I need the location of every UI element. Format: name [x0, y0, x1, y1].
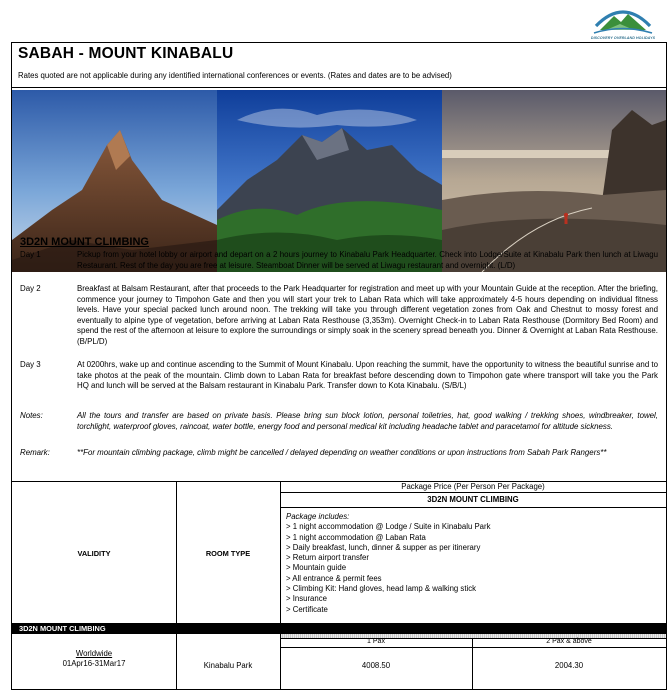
- section-bar: [12, 623, 666, 634]
- page-title: SABAH - MOUNT KINABALU: [18, 45, 234, 62]
- mountain-arc-logo-icon: [590, 4, 656, 36]
- day-description: Breakfast at Balsam Restaurant, after that proceeds to the Park Headquarter for registration and meet up with your Mountain Guide at the reception. After the briefing, commence your journey to Timpohon Gate and then you will start your trek to Laban Rata which will take approximately 4-5 hours depending on individual fitness levels. Have your special packed lunch around noon. The trekking will take you through different vegetation zones from Oak and Chestnut to mossy forest and eventually to alpine type of vegetation, before arriving at Laban Rata Resthouse (3,353m). Overnight Check-in to Laban Rata Resthouse (Dormitory Bed Room) and spend the rest of the afternoon at leisure to explore the surroundings or simply soak in the scenery spread beneath you. Dinner & Overnight at Laban Rata Resthouse. (B/PL/D): [77, 284, 658, 346]
- price-table: [12, 481, 666, 690]
- itinerary-title: 3D2N MOUNT CLIMBING: [20, 236, 149, 248]
- include-item: > Mountain guide: [286, 563, 347, 573]
- notes-text: All the tours and transfer are based on private basis. Please bring sun block lotion, personal toiletries, hat, good walking / trekking shoes, windbreaker, towel, torchlight, waterproof gloves, raincoat, water bottle, energy food and personal medical kit including headache tablet and paracetamol for altitude sickness.: [77, 411, 658, 431]
- include-item: > Climbing Kit: Hand gloves, head lamp & walking stick: [286, 584, 477, 594]
- validity-region: Worldwide: [75, 649, 113, 658]
- day-description: At 0200hrs, wake up and continue ascending to the Summit of Mount Kinabalu. Upon reaching the summit, have the opportunity to witness the beautiful sunrise and to take photos at the peak of the mountain. Climb down to Laban Rata for breakfast before descending down to Timpohon gate where transport will take you the Park HQ and lunch will be served at the Balsam restaurant in Kinabalu Park. Transfer down to Kota Kinabalu. (S/B/L): [77, 360, 658, 391]
- room-type-value: Kinabalu Park: [203, 661, 253, 670]
- price-1pax: 4008.50: [361, 661, 391, 670]
- col-2pax-header: 2 Pax & above: [546, 638, 592, 645]
- company-logo: [578, 4, 668, 44]
- include-item: > Certificate: [286, 604, 328, 614]
- include-item: > Return airport transfer: [286, 553, 369, 563]
- include-item: > Daily breakfast, lunch, dinner & supper as per itinerary: [286, 542, 481, 552]
- validity-header: VALIDITY: [77, 549, 111, 558]
- room-type-header: ROOM TYPE: [205, 549, 251, 558]
- section-bar-label: 3D2N MOUNT CLIMBING: [19, 624, 106, 633]
- mount-kinabalu-forest-photo: [217, 90, 442, 272]
- day-label: Day 2: [20, 284, 41, 293]
- day-label: Day 3: [20, 360, 41, 369]
- remark-label: Remark:: [20, 448, 50, 457]
- col-1pax-header: 1 Pax: [367, 638, 385, 645]
- divider: [12, 87, 666, 88]
- logo-tagline: DISCOVERY OVERLAND HOLIDAYS: [590, 36, 656, 40]
- includes-title: Package includes:: [286, 512, 350, 521]
- include-item: > All entrance & permit fees: [286, 573, 382, 583]
- day-label: Day 1: [20, 250, 41, 259]
- remark-text: **For mountain climbing package, climb might be cancelled / delayed depending on weather conditions or upon instructions from Sabah Park Rangers**: [77, 448, 607, 457]
- day-description: Pickup from your hotel lobby or airport and depart on a 2 hours journey to Kinabalu Park Headquarter. Check into Lodge/Suite at Kinabalu Park then lunch at Liwagu Restaurant. Rest of the day you are free at leisure. Steamboat Dinner will be served at Liwagu restaurant and overnight. (L/D): [77, 250, 658, 270]
- include-item: > Insurance: [286, 594, 327, 604]
- summit-climbers-photo: [442, 90, 666, 272]
- rates-note: Rates quoted are not applicable during any identified international conferences or events. (Rates and dates are to be advised): [18, 71, 452, 80]
- include-item: > 1 night accommodation @ Laban Rata: [286, 532, 426, 542]
- validity-dates: 01Apr16-31Mar17: [62, 659, 126, 668]
- package-includes: [286, 512, 490, 615]
- package-sheet: [11, 42, 667, 690]
- price-2pax: 2004.30: [554, 661, 584, 670]
- price-header: Package Price (Per Person Per Package): [401, 482, 545, 491]
- package-name: 3D2N MOUNT CLIMBING: [427, 495, 519, 504]
- include-item: > 1 night accommodation @ Lodge / Suite in Kinabalu Park: [286, 522, 491, 532]
- notes-label: Notes:: [20, 411, 43, 420]
